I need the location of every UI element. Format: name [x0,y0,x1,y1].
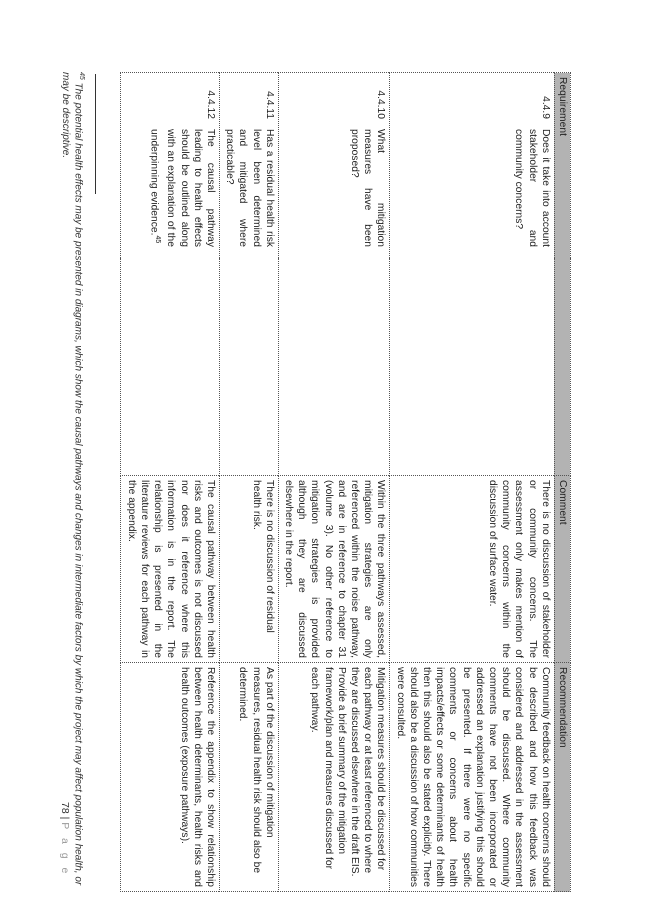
page-label: P a g e [59,822,71,877]
requirement-cell [121,73,219,476]
requirements-table [121,72,572,892]
page-separator: | [59,816,71,820]
requirement-text: What mitigation measures have been proposed? [348,129,387,247]
requirement-cell [278,73,390,476]
requirement-cell [219,73,278,476]
table-row [121,73,219,892]
requirement-text: The causal pathway leading to health effects should be outlined along with an explanation of the underpinning evidence.$^{45}$ [148,129,216,247]
header-comment: Comment [554,476,570,663]
requirement-number: 4.4.12 [204,90,216,119]
recommendation-cell: Mitigation measures should be discussed for each pathway or at least referenced to where they are discussed elsewhere in the draft EIS. Provide a brief summary of the mitigation framework/plan and measures discussed for each pathway. [278,663,390,892]
comment-cell: There is no discussion of stakeholder or community concerns. The assessment only makes mention of community concerns within the discussion of surface water. [390,476,554,663]
requirement-cell [390,73,554,476]
footnote-number: 45 [78,72,85,80]
header-recommendation: Recommendation [554,663,570,892]
footnote-ref: 45 [154,235,162,244]
requirement-number: 4.4.10 [375,90,387,119]
table-header-row [554,73,570,892]
page-number: 78 [59,802,71,814]
comment-cell: There is no discussion of residual health risk. [219,476,278,663]
footnote [59,72,88,890]
comment-cell: The causal pathway between health risks and outcomes is not discussed nor does it reference where this information is in the report. The relationship is presented in the literature reviews for each pathway in the appendix. [121,476,219,663]
header-requirement: Requirement [554,73,570,476]
recommendation-cell: Community feedback on health concerns should be described and how this feedback was considered and addressed in the assessment should be discussed. Where community comments have not been incorporated or addressed an explanation justifying this should be presented. If there were no specific comments or concerns about health impacts/effects or some determinants of health then this should also be stated explicitly. There should also be a discussion of how communities were consulted. [390,663,554,892]
comment-cell: Within the three pathways assessed, mitigation strategies are only referenced within the noise pathway, and are in reference to chapter 31 (volume 3). No other reference to mitigation strategies is provided although they are discussed elsewhere in the report. [278,476,390,663]
table-row [390,73,554,892]
page-footer [59,802,71,876]
table-row [219,73,278,892]
requirement-text: Has a residual health risk level been determined and mitigated where practicable? [224,129,275,247]
recommendation-cell: As part of the discussion of mitigation measures, residual health risk should also be determined. [219,663,278,892]
recommendation-cell: Reference the appendix to show relationship between health determinants, health risks and health outcomes (exposure pathways). [121,663,219,892]
footnote-text: The potential health effects may be presented in diagrams, which show the causal pathways and changes in intermediate factors by which the project may affect population health, or may be descriptive. [59,72,84,886]
requirement-text: Does it take into account stakeholder and community concerns? [513,129,551,247]
footnote-divider [95,74,96,194]
requirement-number: 4.4.9 [539,96,551,119]
requirement-number: 4.4.11 [263,91,275,119]
table-row [278,73,390,892]
